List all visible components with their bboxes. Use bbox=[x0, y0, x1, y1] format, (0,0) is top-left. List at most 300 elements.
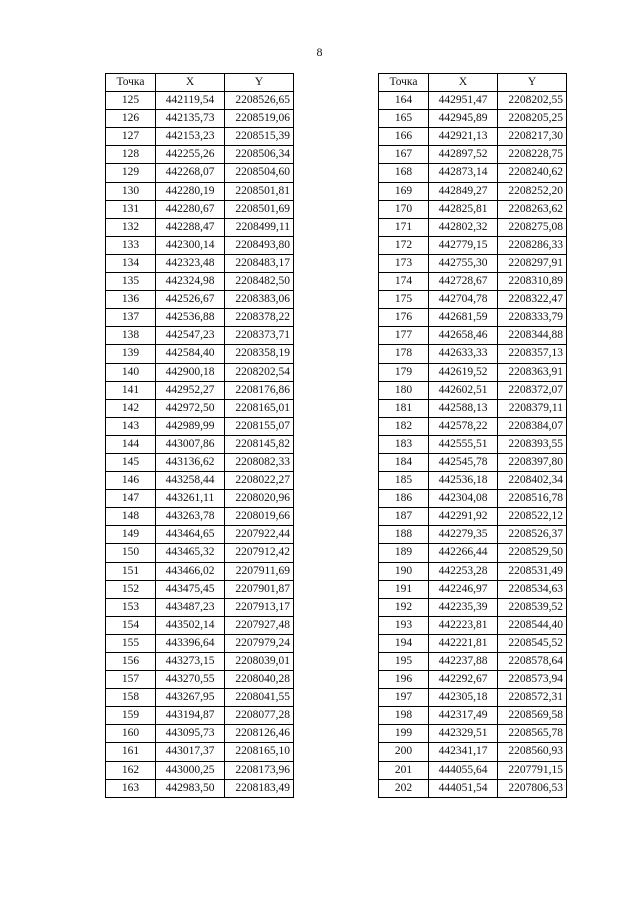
cell-y: 2208176,86 bbox=[225, 381, 294, 399]
cell-point: 197 bbox=[379, 689, 429, 707]
cell-x: 442536,18 bbox=[429, 472, 498, 490]
table-row bbox=[106, 707, 294, 725]
cell-x: 442536,88 bbox=[156, 309, 225, 327]
cell-point: 169 bbox=[379, 182, 429, 200]
cell-x: 442304,08 bbox=[429, 490, 498, 508]
cell-point: 177 bbox=[379, 327, 429, 345]
table-row bbox=[379, 273, 567, 291]
cell-y: 2208202,55 bbox=[498, 92, 567, 110]
table-row bbox=[106, 526, 294, 544]
cell-y: 2208572,31 bbox=[498, 689, 567, 707]
cell-y: 2208373,71 bbox=[225, 327, 294, 345]
cell-y: 2207913,17 bbox=[225, 598, 294, 616]
table-row bbox=[106, 182, 294, 200]
table-row bbox=[379, 453, 567, 471]
table-row bbox=[379, 345, 567, 363]
cell-point: 144 bbox=[106, 435, 156, 453]
cell-y: 2208357,13 bbox=[498, 345, 567, 363]
cell-x: 442547,23 bbox=[156, 327, 225, 345]
cell-point: 178 bbox=[379, 345, 429, 363]
table-row bbox=[106, 634, 294, 652]
cell-x: 442323,48 bbox=[156, 254, 225, 272]
cell-point: 131 bbox=[106, 200, 156, 218]
cell-point: 168 bbox=[379, 164, 429, 182]
table-row bbox=[106, 562, 294, 580]
table-row bbox=[379, 435, 567, 453]
cell-point: 172 bbox=[379, 236, 429, 254]
table-row bbox=[106, 200, 294, 218]
cell-y: 2207922,44 bbox=[225, 526, 294, 544]
cell-y: 2208372,07 bbox=[498, 381, 567, 399]
cell-y: 2208202,54 bbox=[225, 363, 294, 381]
cell-y: 2208019,66 bbox=[225, 508, 294, 526]
cell-x: 442237,88 bbox=[429, 653, 498, 671]
cell-y: 2208173,96 bbox=[225, 761, 294, 779]
table-row bbox=[379, 327, 567, 345]
cell-y: 2208165,10 bbox=[225, 743, 294, 761]
cell-x: 442288,47 bbox=[156, 218, 225, 236]
cell-point: 137 bbox=[106, 309, 156, 327]
cell-y: 2208378,22 bbox=[225, 309, 294, 327]
cell-point: 153 bbox=[106, 598, 156, 616]
table-row bbox=[106, 164, 294, 182]
cell-y: 2207901,87 bbox=[225, 580, 294, 598]
table-row bbox=[379, 526, 567, 544]
cell-x: 442329,51 bbox=[429, 725, 498, 743]
cell-x: 442900,18 bbox=[156, 363, 225, 381]
cell-point: 179 bbox=[379, 363, 429, 381]
cell-point: 145 bbox=[106, 453, 156, 471]
cell-y: 2208082,33 bbox=[225, 453, 294, 471]
cell-x: 443261,11 bbox=[156, 490, 225, 508]
cell-x: 443095,73 bbox=[156, 725, 225, 743]
cell-x: 443258,44 bbox=[156, 472, 225, 490]
cell-x: 443465,32 bbox=[156, 544, 225, 562]
cell-point: 134 bbox=[106, 254, 156, 272]
table-row bbox=[379, 128, 567, 146]
cell-x: 442983,50 bbox=[156, 779, 225, 797]
cell-point: 160 bbox=[106, 725, 156, 743]
header-point: Точка bbox=[379, 74, 429, 92]
cell-y: 2208506,34 bbox=[225, 146, 294, 164]
cell-x: 443502,14 bbox=[156, 616, 225, 634]
table-body-right bbox=[379, 92, 567, 798]
cell-point: 185 bbox=[379, 472, 429, 490]
cell-y: 2208183,49 bbox=[225, 779, 294, 797]
cell-point: 161 bbox=[106, 743, 156, 761]
cell-x: 442728,67 bbox=[429, 273, 498, 291]
table-row bbox=[106, 236, 294, 254]
table-row bbox=[379, 707, 567, 725]
cell-point: 151 bbox=[106, 562, 156, 580]
cell-point: 202 bbox=[379, 779, 429, 797]
table-row bbox=[379, 110, 567, 128]
table-row bbox=[379, 417, 567, 435]
coordinates-table-right bbox=[378, 73, 567, 798]
table-row bbox=[379, 634, 567, 652]
table-row bbox=[379, 743, 567, 761]
table-row bbox=[379, 779, 567, 797]
table-row bbox=[106, 671, 294, 689]
cell-point: 195 bbox=[379, 653, 429, 671]
cell-y: 2208501,81 bbox=[225, 182, 294, 200]
table-row bbox=[106, 779, 294, 797]
cell-y: 2208077,28 bbox=[225, 707, 294, 725]
cell-y: 2208402,34 bbox=[498, 472, 567, 490]
table-row bbox=[379, 291, 567, 309]
cell-y: 2208297,91 bbox=[498, 254, 567, 272]
cell-x: 442253,28 bbox=[429, 562, 498, 580]
table-row bbox=[379, 508, 567, 526]
cell-x: 442153,23 bbox=[156, 128, 225, 146]
cell-x: 443263,78 bbox=[156, 508, 225, 526]
table-row bbox=[106, 291, 294, 309]
cell-x: 442658,46 bbox=[429, 327, 498, 345]
cell-x: 443194,87 bbox=[156, 707, 225, 725]
table-row bbox=[379, 544, 567, 562]
cell-y: 2208483,17 bbox=[225, 254, 294, 272]
cell-point: 158 bbox=[106, 689, 156, 707]
cell-x: 443273,15 bbox=[156, 653, 225, 671]
cell-x: 442292,67 bbox=[429, 671, 498, 689]
table-row bbox=[106, 128, 294, 146]
header-x: X bbox=[156, 74, 225, 92]
table-row bbox=[106, 761, 294, 779]
cell-x: 443136,62 bbox=[156, 453, 225, 471]
table-row bbox=[106, 544, 294, 562]
cell-point: 136 bbox=[106, 291, 156, 309]
cell-point: 149 bbox=[106, 526, 156, 544]
cell-x: 442341,17 bbox=[429, 743, 498, 761]
cell-y: 2208155,07 bbox=[225, 417, 294, 435]
cell-y: 2208526,65 bbox=[225, 92, 294, 110]
cell-point: 133 bbox=[106, 236, 156, 254]
cell-y: 2208126,46 bbox=[225, 725, 294, 743]
cell-point: 148 bbox=[106, 508, 156, 526]
cell-x: 442545,78 bbox=[429, 453, 498, 471]
cell-y: 2208516,78 bbox=[498, 490, 567, 508]
cell-y: 2208383,06 bbox=[225, 291, 294, 309]
table-row bbox=[106, 399, 294, 417]
cell-y: 2208344,88 bbox=[498, 327, 567, 345]
cell-point: 154 bbox=[106, 616, 156, 634]
header-x: X bbox=[429, 74, 498, 92]
table-row bbox=[106, 725, 294, 743]
cell-y: 2208573,94 bbox=[498, 671, 567, 689]
cell-x: 443007,86 bbox=[156, 435, 225, 453]
cell-y: 2207927,48 bbox=[225, 616, 294, 634]
cell-x: 442849,27 bbox=[429, 182, 498, 200]
cell-x: 442300,14 bbox=[156, 236, 225, 254]
cell-y: 2208545,52 bbox=[498, 634, 567, 652]
table-header-row bbox=[379, 74, 567, 92]
cell-x: 442526,67 bbox=[156, 291, 225, 309]
cell-y: 2208565,78 bbox=[498, 725, 567, 743]
cell-point: 150 bbox=[106, 544, 156, 562]
table-row bbox=[106, 580, 294, 598]
cell-x: 444055,64 bbox=[429, 761, 498, 779]
cell-y: 2208522,12 bbox=[498, 508, 567, 526]
cell-y: 2208322,47 bbox=[498, 291, 567, 309]
cell-x: 442755,30 bbox=[429, 254, 498, 272]
cell-point: 162 bbox=[106, 761, 156, 779]
cell-x: 442280,19 bbox=[156, 182, 225, 200]
table-row bbox=[379, 164, 567, 182]
table-row bbox=[106, 508, 294, 526]
cell-point: 201 bbox=[379, 761, 429, 779]
table-row bbox=[106, 327, 294, 345]
cell-point: 155 bbox=[106, 634, 156, 652]
cell-x: 442223,81 bbox=[429, 616, 498, 634]
cell-point: 127 bbox=[106, 128, 156, 146]
table-row bbox=[106, 689, 294, 707]
cell-y: 2208286,33 bbox=[498, 236, 567, 254]
cell-x: 442324,98 bbox=[156, 273, 225, 291]
cell-x: 442291,92 bbox=[429, 508, 498, 526]
cell-y: 2208263,62 bbox=[498, 200, 567, 218]
cell-y: 2208040,28 bbox=[225, 671, 294, 689]
cell-point: 156 bbox=[106, 653, 156, 671]
cell-y: 2207806,53 bbox=[498, 779, 567, 797]
cell-y: 2208217,30 bbox=[498, 128, 567, 146]
cell-x: 442135,73 bbox=[156, 110, 225, 128]
table-row bbox=[379, 218, 567, 236]
cell-y: 2208529,50 bbox=[498, 544, 567, 562]
table-row bbox=[379, 671, 567, 689]
cell-x: 443487,23 bbox=[156, 598, 225, 616]
cell-point: 186 bbox=[379, 490, 429, 508]
cell-x: 442952,27 bbox=[156, 381, 225, 399]
cell-x: 443464,65 bbox=[156, 526, 225, 544]
cell-y: 2208569,58 bbox=[498, 707, 567, 725]
cell-x: 443466,02 bbox=[156, 562, 225, 580]
cell-y: 2207911,69 bbox=[225, 562, 294, 580]
cell-x: 442681,59 bbox=[429, 309, 498, 327]
table-row bbox=[379, 363, 567, 381]
cell-y: 2208519,06 bbox=[225, 110, 294, 128]
cell-point: 152 bbox=[106, 580, 156, 598]
cell-point: 187 bbox=[379, 508, 429, 526]
cell-point: 193 bbox=[379, 616, 429, 634]
cell-y: 2208515,39 bbox=[225, 128, 294, 146]
table-row bbox=[379, 689, 567, 707]
cell-y: 2208504,60 bbox=[225, 164, 294, 182]
cell-y: 2208240,62 bbox=[498, 164, 567, 182]
cell-x: 442972,50 bbox=[156, 399, 225, 417]
table-row bbox=[379, 598, 567, 616]
cell-y: 2208020,96 bbox=[225, 490, 294, 508]
cell-x: 442633,33 bbox=[429, 345, 498, 363]
cell-point: 164 bbox=[379, 92, 429, 110]
cell-x: 443396,64 bbox=[156, 634, 225, 652]
cell-point: 189 bbox=[379, 544, 429, 562]
cell-point: 199 bbox=[379, 725, 429, 743]
cell-x: 442235,39 bbox=[429, 598, 498, 616]
cell-point: 142 bbox=[106, 399, 156, 417]
cell-point: 125 bbox=[106, 92, 156, 110]
table-row bbox=[379, 725, 567, 743]
cell-point: 132 bbox=[106, 218, 156, 236]
table-row bbox=[106, 110, 294, 128]
cell-point: 194 bbox=[379, 634, 429, 652]
cell-x: 442268,07 bbox=[156, 164, 225, 182]
cell-point: 180 bbox=[379, 381, 429, 399]
cell-y: 2208358,19 bbox=[225, 345, 294, 363]
cell-x: 442951,47 bbox=[429, 92, 498, 110]
cell-y: 2207912,42 bbox=[225, 544, 294, 562]
cell-x: 444051,54 bbox=[429, 779, 498, 797]
cell-x: 442704,78 bbox=[429, 291, 498, 309]
cell-point: 176 bbox=[379, 309, 429, 327]
cell-point: 192 bbox=[379, 598, 429, 616]
cell-y: 2208333,79 bbox=[498, 309, 567, 327]
table-row bbox=[106, 417, 294, 435]
table-row bbox=[106, 273, 294, 291]
cell-point: 146 bbox=[106, 472, 156, 490]
table-body-left bbox=[106, 92, 294, 798]
cell-point: 143 bbox=[106, 417, 156, 435]
cell-y: 2208493,80 bbox=[225, 236, 294, 254]
cell-point: 182 bbox=[379, 417, 429, 435]
table-row bbox=[106, 743, 294, 761]
table-row bbox=[379, 616, 567, 634]
table-row bbox=[106, 146, 294, 164]
cell-point: 175 bbox=[379, 291, 429, 309]
page-number: 8 bbox=[316, 45, 323, 59]
coordinates-table-left bbox=[105, 73, 294, 798]
cell-y: 2208363,91 bbox=[498, 363, 567, 381]
cell-point: 191 bbox=[379, 580, 429, 598]
cell-y: 2208578,64 bbox=[498, 653, 567, 671]
table-row bbox=[106, 218, 294, 236]
cell-x: 443267,95 bbox=[156, 689, 225, 707]
cell-x: 443475,45 bbox=[156, 580, 225, 598]
cell-y: 2207979,24 bbox=[225, 634, 294, 652]
cell-x: 442119,54 bbox=[156, 92, 225, 110]
cell-y: 2208379,11 bbox=[498, 399, 567, 417]
table-row bbox=[106, 472, 294, 490]
cell-y: 2208560,93 bbox=[498, 743, 567, 761]
cell-y: 2208252,20 bbox=[498, 182, 567, 200]
cell-point: 141 bbox=[106, 381, 156, 399]
cell-point: 173 bbox=[379, 254, 429, 272]
cell-point: 196 bbox=[379, 671, 429, 689]
table-row bbox=[106, 363, 294, 381]
cell-x: 443270,55 bbox=[156, 671, 225, 689]
table-row bbox=[379, 472, 567, 490]
cell-x: 442619,52 bbox=[429, 363, 498, 381]
cell-x: 442246,97 bbox=[429, 580, 498, 598]
cell-point: 188 bbox=[379, 526, 429, 544]
cell-point: 139 bbox=[106, 345, 156, 363]
table-row bbox=[379, 236, 567, 254]
table-row bbox=[106, 453, 294, 471]
cell-y: 2208145,82 bbox=[225, 435, 294, 453]
cell-x: 442588,13 bbox=[429, 399, 498, 417]
cell-point: 200 bbox=[379, 743, 429, 761]
cell-x: 442578,22 bbox=[429, 417, 498, 435]
cell-x: 442897,52 bbox=[429, 146, 498, 164]
cell-y: 2207791,15 bbox=[498, 761, 567, 779]
cell-x: 442221,81 bbox=[429, 634, 498, 652]
table-row bbox=[379, 182, 567, 200]
table-row bbox=[379, 399, 567, 417]
cell-x: 442802,32 bbox=[429, 218, 498, 236]
table-row bbox=[379, 254, 567, 272]
table-row bbox=[106, 254, 294, 272]
cell-x: 442945,89 bbox=[429, 110, 498, 128]
cell-x: 442305,18 bbox=[429, 689, 498, 707]
table-row bbox=[106, 345, 294, 363]
cell-y: 2208228,75 bbox=[498, 146, 567, 164]
cell-y: 2208544,40 bbox=[498, 616, 567, 634]
table-row bbox=[379, 580, 567, 598]
table-row bbox=[106, 490, 294, 508]
cell-y: 2208393,55 bbox=[498, 435, 567, 453]
cell-x: 442779,15 bbox=[429, 236, 498, 254]
cell-point: 181 bbox=[379, 399, 429, 417]
cell-point: 190 bbox=[379, 562, 429, 580]
cell-point: 138 bbox=[106, 327, 156, 345]
cell-point: 167 bbox=[379, 146, 429, 164]
cell-y: 2208041,55 bbox=[225, 689, 294, 707]
cell-point: 135 bbox=[106, 273, 156, 291]
table-row bbox=[106, 616, 294, 634]
cell-point: 126 bbox=[106, 110, 156, 128]
table-row bbox=[106, 598, 294, 616]
cell-point: 163 bbox=[106, 779, 156, 797]
cell-point: 174 bbox=[379, 273, 429, 291]
cell-y: 2208501,69 bbox=[225, 200, 294, 218]
cell-x: 442317,49 bbox=[429, 707, 498, 725]
cell-x: 442602,51 bbox=[429, 381, 498, 399]
cell-x: 443017,37 bbox=[156, 743, 225, 761]
cell-y: 2208526,37 bbox=[498, 526, 567, 544]
cell-x: 442280,67 bbox=[156, 200, 225, 218]
cell-x: 442255,26 bbox=[156, 146, 225, 164]
cell-point: 170 bbox=[379, 200, 429, 218]
cell-point: 147 bbox=[106, 490, 156, 508]
table-row bbox=[106, 309, 294, 327]
cell-x: 442921,13 bbox=[429, 128, 498, 146]
cell-x: 442825,81 bbox=[429, 200, 498, 218]
cell-y: 2208022,27 bbox=[225, 472, 294, 490]
table-row bbox=[379, 490, 567, 508]
cell-y: 2208275,08 bbox=[498, 218, 567, 236]
table-row bbox=[106, 381, 294, 399]
header-y: Y bbox=[498, 74, 567, 92]
cell-point: 128 bbox=[106, 146, 156, 164]
cell-point: 159 bbox=[106, 707, 156, 725]
cell-y: 2208534,63 bbox=[498, 580, 567, 598]
table-header-row bbox=[106, 74, 294, 92]
cell-x: 443000,25 bbox=[156, 761, 225, 779]
table-row bbox=[379, 653, 567, 671]
cell-x: 442873,14 bbox=[429, 164, 498, 182]
cell-x: 442266,44 bbox=[429, 544, 498, 562]
table-row bbox=[379, 146, 567, 164]
cell-point: 140 bbox=[106, 363, 156, 381]
cell-y: 2208482,50 bbox=[225, 273, 294, 291]
cell-point: 184 bbox=[379, 453, 429, 471]
cell-y: 2208397,80 bbox=[498, 453, 567, 471]
cell-x: 442989,99 bbox=[156, 417, 225, 435]
cell-x: 442279,35 bbox=[429, 526, 498, 544]
header-point: Точка bbox=[106, 74, 156, 92]
cell-y: 2208531,49 bbox=[498, 562, 567, 580]
table-row bbox=[379, 761, 567, 779]
cell-y: 2208205,25 bbox=[498, 110, 567, 128]
